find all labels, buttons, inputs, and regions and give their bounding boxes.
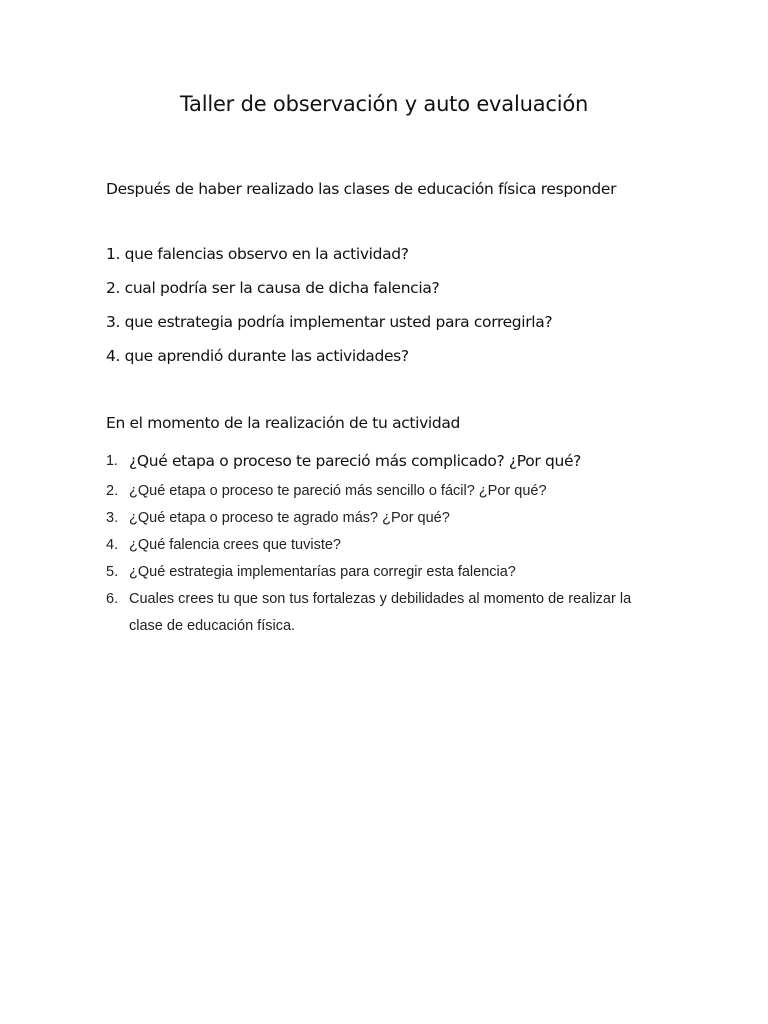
reflection-item-number: 2.	[106, 483, 119, 499]
reflection-item	[106, 586, 666, 640]
reflection-item-number: 3.	[106, 510, 119, 526]
reflection-item-text: ¿Qué estrategia implementarías para corregir esta falencia?	[129, 564, 516, 580]
question-item: 1. que falencias observo en la actividad?	[106, 245, 409, 263]
reflection-item-number: 1.	[106, 453, 118, 469]
reflection-list	[106, 450, 666, 640]
reflection-item-text: ¿Qué etapa o proceso te pareció más sencillo o fácil? ¿Por qué?	[129, 483, 547, 499]
intro-paragraph: Después de haber realizado las clases de educación física responder	[106, 180, 617, 198]
question-item: 2. cual podría ser la causa de dicha falencia?	[106, 279, 440, 297]
reflection-item	[106, 532, 666, 559]
reflection-item	[106, 478, 666, 505]
reflection-item-text: Cuales crees tu que son tus fortalezas y debilidades al momento de realizar la clase de educación física.	[129, 591, 632, 634]
reflection-item-number: 4.	[106, 537, 119, 553]
question-item: 4. que aprendió durante las actividades?	[106, 347, 409, 365]
reflection-item-number: 6.	[106, 591, 119, 607]
section-heading: En el momento de la realización de tu actividad	[106, 414, 460, 432]
question-list	[106, 244, 552, 380]
document-title: Taller de observación y auto evaluación	[179, 92, 589, 116]
reflection-item-text: ¿Qué falencia crees que tuviste?	[129, 537, 341, 553]
reflection-item-number: 5.	[106, 564, 119, 580]
question-item: 3. que estrategia podría implementar usted para corregirla?	[106, 313, 553, 331]
reflection-item	[106, 450, 666, 472]
reflection-item	[106, 559, 666, 586]
reflection-item	[106, 505, 666, 532]
reflection-item-text: ¿Qué etapa o proceso te pareció más complicado? ¿Por qué?	[129, 452, 582, 470]
reflection-item-text: ¿Qué etapa o proceso te agrado más? ¿Por qué?	[129, 510, 450, 526]
